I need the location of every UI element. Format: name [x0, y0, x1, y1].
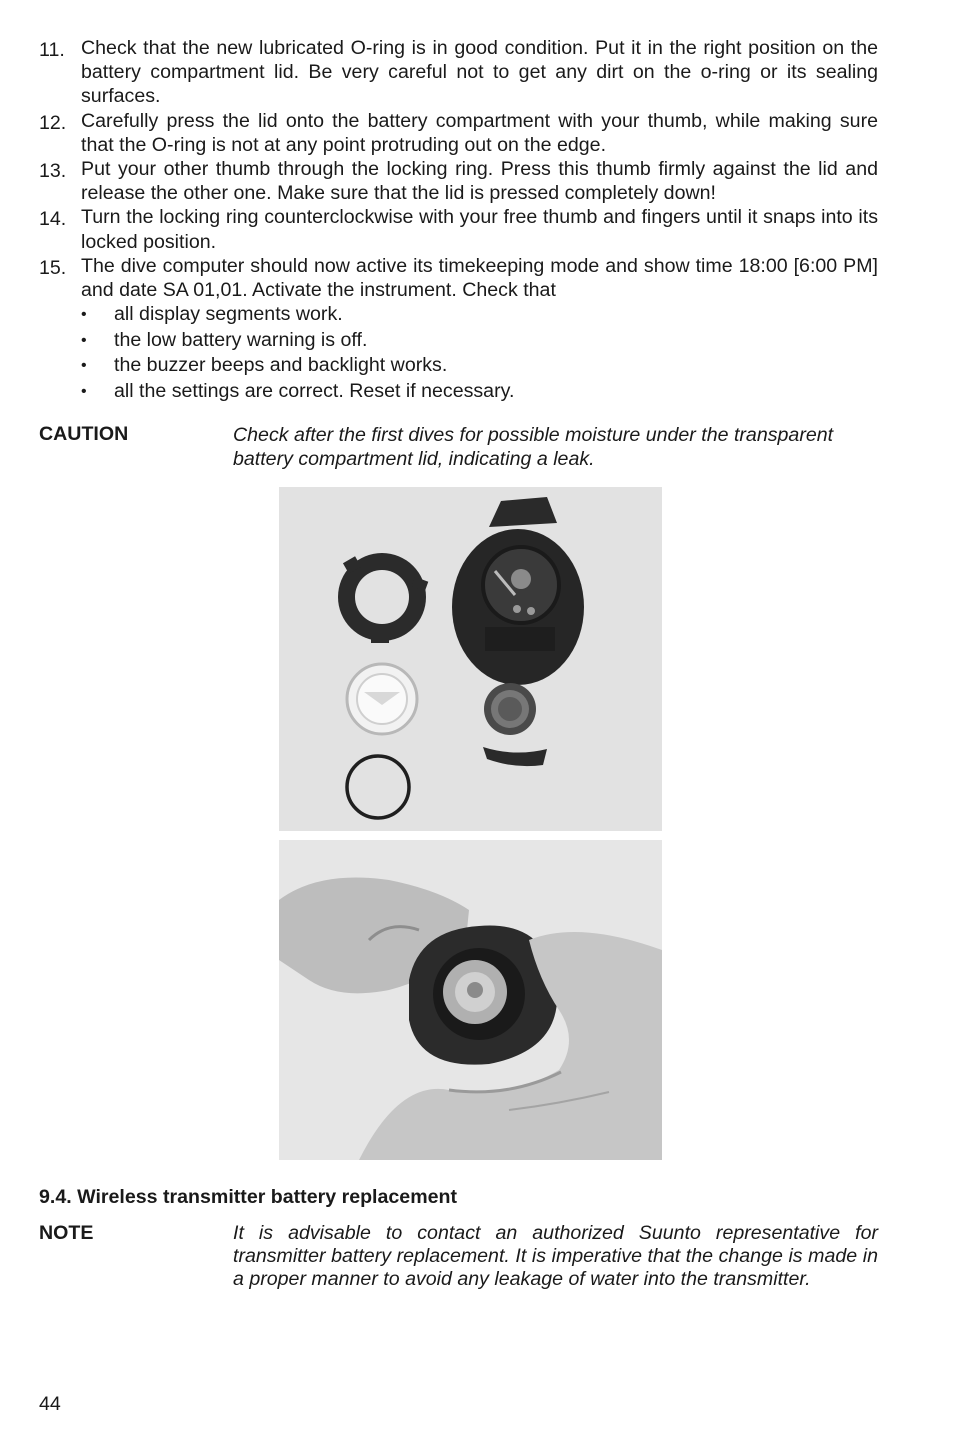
list-item [39, 328, 878, 354]
note-label: NOTE [39, 1222, 94, 1244]
section-heading: 9.4. Wireless transmitter battery replacement [39, 1186, 458, 1208]
parts-photo-illustration [279, 487, 662, 831]
list-item-text: the low battery warning is off. [114, 328, 368, 351]
bullet-icon: • [81, 382, 87, 400]
list-item [39, 353, 878, 379]
step-text: Put your other thumb through the locking ring. Press this thumb firmly against the lid and release the other one. Make sure that the lid is pressed completely down! [81, 158, 878, 205]
list-item-text: the buzzer beeps and backlight works. [114, 354, 448, 377]
hands-photo [279, 840, 662, 1160]
hands-photo-illustration [279, 840, 662, 1160]
step-number: 14. [39, 208, 67, 231]
step-text: The dive computer should now active its timekeeping mode and show time 18:00 [6:00 PM] and date SA 01,01. Activate the instrument. Check that [81, 254, 878, 302]
step-number: 11. [39, 39, 65, 61]
steps-list [39, 36, 878, 404]
list-item [39, 379, 878, 405]
step-14 [39, 205, 878, 253]
list-item-text: all display segments work. [114, 303, 343, 326]
step-11 [39, 36, 878, 109]
caution-block [39, 423, 878, 471]
step-13 [39, 157, 878, 205]
caution-label: CAUTION [39, 423, 129, 445]
step-12 [39, 109, 878, 157]
page-number: 44 [39, 1393, 61, 1415]
bullet-icon: • [81, 331, 87, 349]
bullet-icon: • [81, 306, 87, 324]
step-15 [39, 254, 878, 302]
list-item-text: all the settings are correct. Reset if necessary. [114, 379, 515, 402]
bullet-icon: • [81, 357, 87, 375]
step-number: 12. [39, 111, 67, 134]
transparent-lid-icon [347, 664, 417, 734]
battery-icon [484, 683, 536, 735]
step-number: 15. [39, 256, 67, 279]
step-text: Turn the locking ring counterclockwise with your free thumb and fingers until it snaps into its locked position. [81, 206, 878, 253]
caution-text: Check after the first dives for possible moisture under the transparent battery compartment lid, indicating a leak. [233, 424, 834, 471]
step-text: Check that the new lubricated O-ring is in good condition. Put it in the right position on the battery compartment lid. Be very careful not to get any dirt on the o-ring or its sealing surfaces. [81, 37, 878, 108]
note-text: It is advisable to contact an authorized Suunto representative for transmitter battery replacement. It is imperative that the change is made in a proper manner to avoid any leakage of water into the transmitter. [233, 1222, 878, 1291]
list-item [39, 302, 878, 328]
check-list [39, 302, 878, 404]
note-block [39, 1222, 878, 1292]
step-text: Carefully press the lid onto the battery compartment with your thumb, while making sure that the O-ring is not at any point protruding out on the edge. [81, 109, 878, 156]
parts-photo [279, 487, 662, 831]
step-number: 13. [39, 160, 67, 183]
